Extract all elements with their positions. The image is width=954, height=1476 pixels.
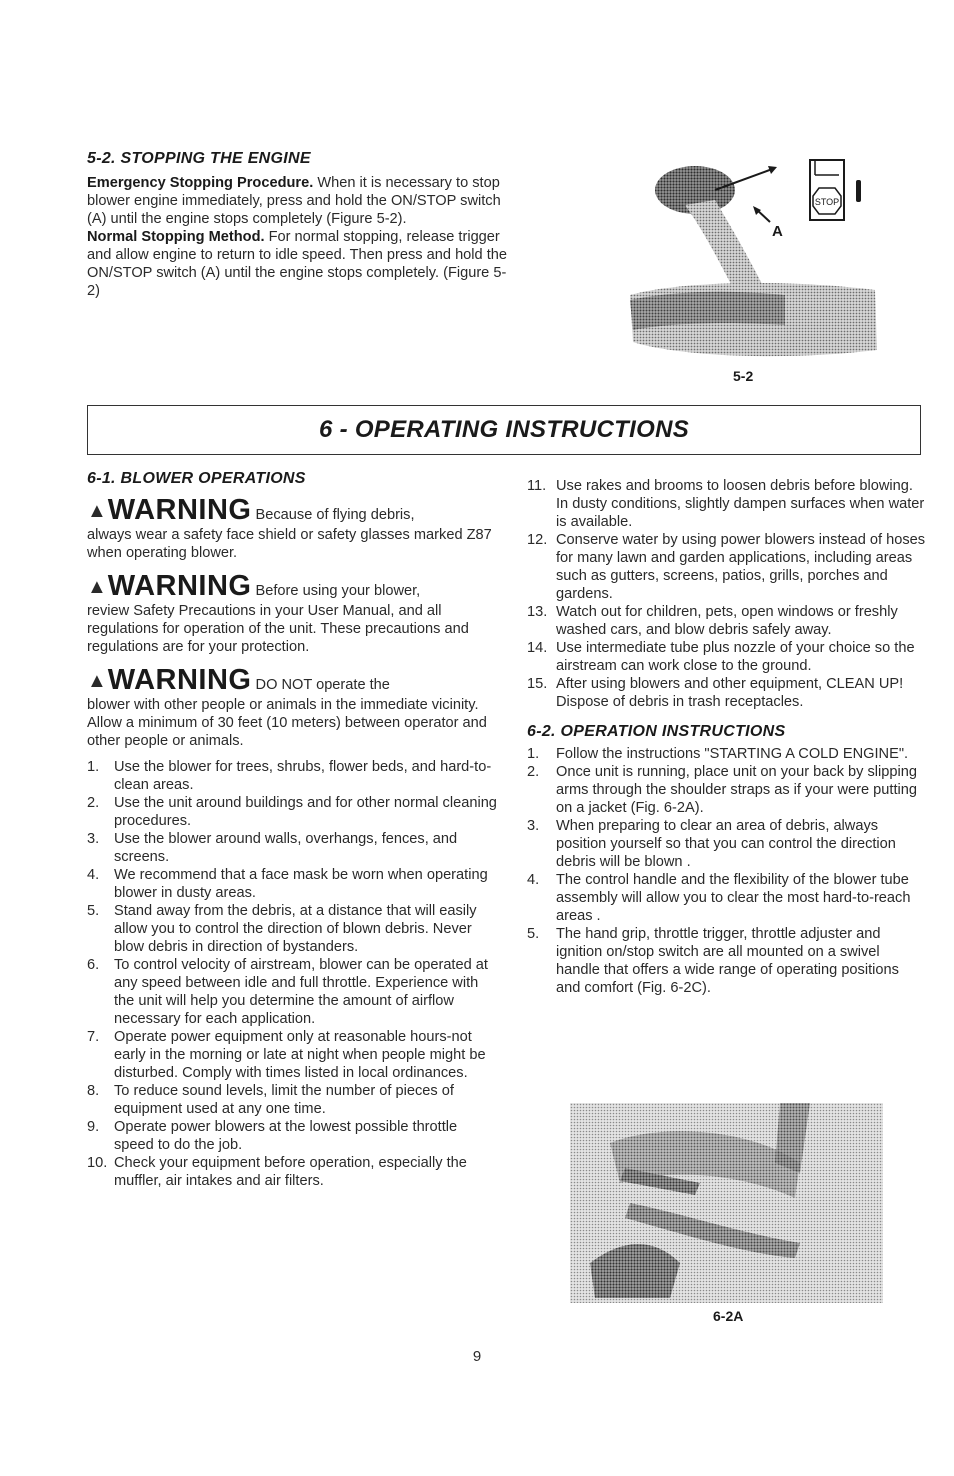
blower-operations-list: [87, 758, 497, 1190]
section-title-6-1: 6-1. BLOWER OPERATIONS: [87, 470, 306, 487]
warning-word: WARNING: [107, 570, 252, 602]
warning-block-2: [87, 570, 497, 656]
list-item: 8. To reduce sound levels, limit the number of pieces of equipment used at any one time.: [87, 1083, 454, 1117]
normal-paragraph: [87, 228, 507, 300]
label-a: A: [772, 223, 783, 240]
list-item: 2. Use the unit around buildings and for other normal cleaning procedures.: [87, 795, 497, 829]
list-item: 13. Watch out for children, pets, open windows or freshly washed cars, and blow debris safely away.: [527, 604, 898, 638]
list-item: 5. Stand away from the debris, at a distance that will easily allow you to control the direction of blown debris. Never blow debris in direction of bystanders.: [87, 903, 477, 955]
emergency-text: When it is necessary to stop blower engine immediately, press and hold the ON/STOP switch (A) until the engine stops completely (Figure 5-2).: [87, 175, 501, 227]
section-6-banner: [87, 405, 921, 455]
blower-operations-list-continued: [527, 477, 927, 711]
warning-word: WARNING: [107, 664, 252, 696]
list-item: 4. The control handle and the flexibility of the blower tube assembly will allow you to clear the most hard-to-reach areas .: [527, 872, 911, 924]
warning-word: WARNING: [107, 494, 252, 526]
list-item: 9. Operate power blowers at the lowest possible throttle speed to do the job.: [87, 1119, 458, 1153]
warning-intro: Because of flying debris,: [255, 507, 415, 523]
list-item: 6. To control velocity of airstream, blower can be operated at any speed between idle and full throttle. Experience with the unit will help you determine the amount of airflow necessary for each application.: [87, 957, 488, 1027]
warning-intro: Before using your blower,: [255, 583, 421, 599]
figure-5-2-caption: 5-2: [733, 368, 754, 384]
warning-block-3: [87, 664, 497, 750]
operation-instructions-list: [527, 745, 927, 997]
list-item: 1. Use the blower for trees, shrubs, flower beds, and hard-to-clean areas.: [87, 759, 492, 793]
list-item: 5. The hand grip, throttle trigger, throttle adjuster and ignition on/stop switch are all mounted on a swivel handle that offers a wide range of operating positions and comfort (Fig. 6-2C).: [527, 926, 899, 996]
emergency-paragraph: [87, 174, 507, 228]
list-item: 4. We recommend that a face mask be worn when operating blower in dusty areas.: [87, 867, 488, 901]
emergency-label: Emergency Stopping Procedure.: [87, 175, 314, 191]
warning-triangle-icon: ▲: [87, 500, 107, 522]
warning-text: review Safety Precautions in your User Manual, and all regulations for operation of the unit. These precautions and regulations are for your protection.: [87, 603, 469, 655]
warning-block-1: [87, 494, 497, 562]
page-number: 9: [472, 1348, 482, 1365]
list-item: 15. After using blowers and other equipment, CLEAN UP! Dispose of debris in trash receptacles.: [527, 676, 904, 710]
right-column: [527, 473, 927, 997]
warning-text: always wear a safety face shield or safety glasses marked Z87 when operating blower.: [87, 527, 492, 561]
list-item: 2. Once unit is running, place unit on your back by slipping arms through the shoulder straps as if your were putting on a jacket (Fig. 6-2A).: [527, 764, 918, 816]
figure-6-2a-caption: 6-2A: [713, 1308, 744, 1324]
normal-text: For normal stopping, release trigger and allow engine to return to idle speed. Then press and hold the ON/STOP switch (A) until the engine stops completely. (Figure 5-2): [87, 229, 507, 299]
list-item: 3. Use the blower around walls, overhangs, fences, and screens.: [87, 831, 458, 865]
list-item: 10. Check your equipment before operation, especially the muffler, air intakes and air filters.: [87, 1155, 467, 1189]
warning-text: blower with other people or animals in the immediate vicinity. Allow a minimum of 30 feet (10 meters) between operator and other people or animals.: [87, 697, 487, 749]
list-item: 14. Use intermediate tube plus nozzle of your choice so the airstream can work close to the ground.: [527, 640, 915, 674]
section-title-5-2: 5-2. STOPPING THE ENGINE: [87, 150, 311, 167]
list-item: 7. Operate power equipment only at reasonable hours-not early in the morning or late at night when people might be disturbed. Comply with times listed in local ordinances.: [87, 1029, 486, 1081]
warning-intro: DO NOT operate the: [255, 677, 390, 693]
figure-6-2a-image: [570, 1103, 883, 1303]
section-5-2: [87, 150, 507, 300]
list-item: 1. Follow the instructions "STARTING A COLD ENGINE".: [527, 746, 909, 762]
list-item: 11. Use rakes and brooms to loosen debris before blowing. In dusty conditions, slightly dampen surfaces when water is available.: [527, 478, 925, 530]
normal-label: Normal Stopping Method.: [87, 229, 265, 245]
warning-triangle-icon: ▲: [87, 576, 107, 598]
figure-5-2-image: [615, 150, 890, 375]
blower-handle-illustration: [615, 150, 890, 375]
section-title-6-2: 6-2. OPERATION INSTRUCTIONS: [527, 723, 786, 740]
backpack-blower-photo: [570, 1103, 883, 1303]
stop-switch-label: STOP: [814, 197, 840, 207]
list-item: 12. Conserve water by using power blowers instead of hoses for many lawn and garden applications, including areas such as gutters, screens, patios, grills, porches and gardens.: [527, 532, 926, 602]
warning-triangle-icon: ▲: [87, 670, 107, 692]
list-item: 3. When preparing to clear an area of debris, always position yourself so that you can control the direction debris will be blown .: [527, 818, 896, 870]
section-6-title: 6 - OPERATING INSTRUCTIONS: [318, 416, 690, 443]
left-column: [87, 470, 497, 1190]
